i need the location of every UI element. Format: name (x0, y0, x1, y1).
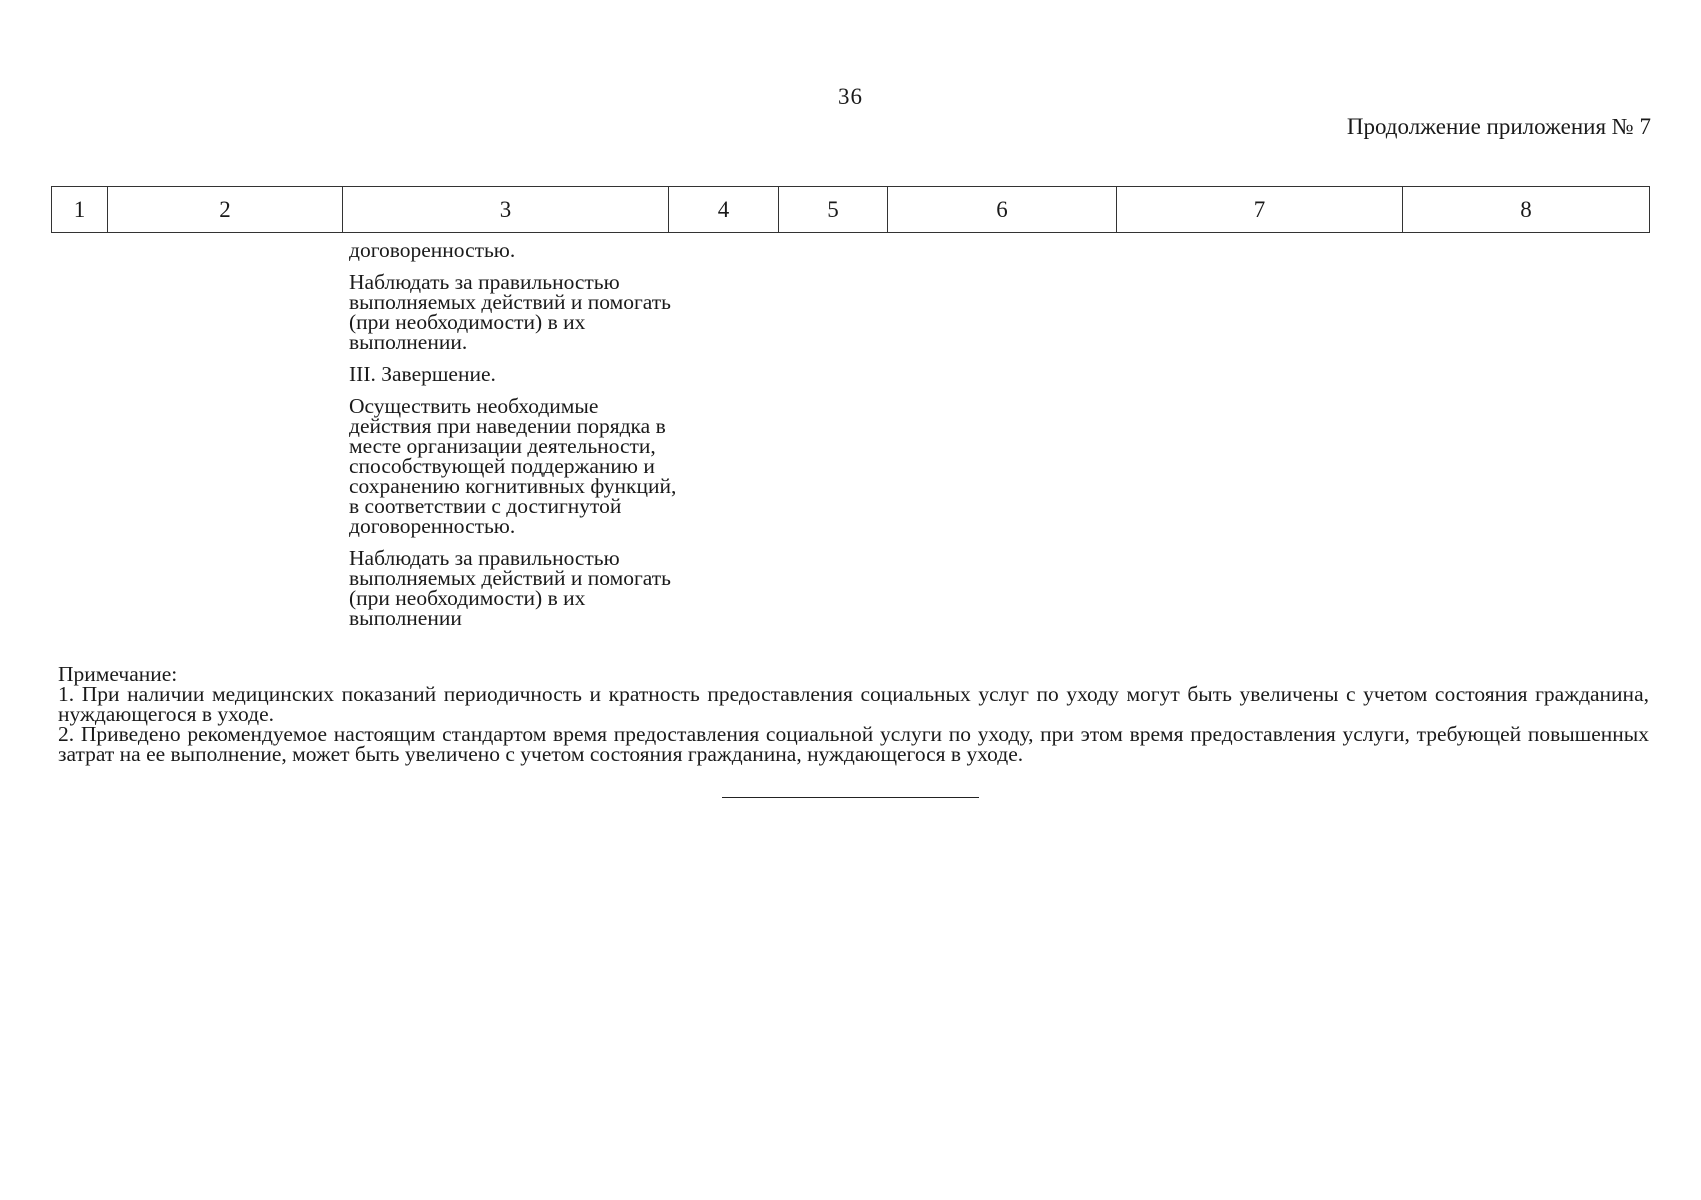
column-number-8: 8 (1403, 187, 1650, 233)
column-number-6: 6 (888, 187, 1117, 233)
column-number-5: 5 (779, 187, 888, 233)
cell-paragraph: Наблюдать за правильностью выполняемых действий и помогать (при необходимости) в их выполнении. (349, 270, 671, 354)
page-number: 36 (838, 84, 863, 109)
column-number-header-table (51, 186, 1650, 233)
end-of-document-line (722, 797, 979, 798)
column-number-4: 4 (669, 187, 779, 233)
column-number-row (52, 187, 1650, 233)
cell-paragraph: договоренностью. (349, 238, 516, 262)
column-number-3: 3 (343, 187, 669, 233)
appendix-caption: Продолжение приложения № 7 (1346, 114, 1651, 139)
note-item-1: 1. При наличии медицинских показаний периодичность и кратность предоставления социальных услуг по уходу могут быть увеличены с учетом состояния гражданина, нуждающегося в уходе. (58, 682, 1649, 726)
column-number-1: 1 (52, 187, 108, 233)
cell-paragraph: III. Завершение. (349, 362, 496, 386)
note-item-2: 2. Приведено рекомендуемое настоящим стандартом время предоставления социальной услуги по уходу, при этом время предоставления услуги, требующей повышенных затрат на ее выполнение, может быть увеличено с учетом состояния гражданина, нуждающегося в уходе. (58, 722, 1649, 766)
cell-paragraph: Наблюдать за правильностью выполняемых действий и помогать (при необходимости) в их выполнении (349, 546, 671, 630)
column-number-7: 7 (1117, 187, 1403, 233)
notes-title: Примечание: (58, 662, 178, 686)
notes-section (58, 664, 1649, 764)
column-number-2: 2 (108, 187, 343, 233)
cell-paragraph: Осуществить необходимые действия при наведении порядка в месте организации деятельности, способствующей поддержанию и сохранению когнитивных функций, в соответствии с достигнутой договоренностью. (349, 394, 677, 538)
column-3-cell-text (349, 240, 679, 640)
